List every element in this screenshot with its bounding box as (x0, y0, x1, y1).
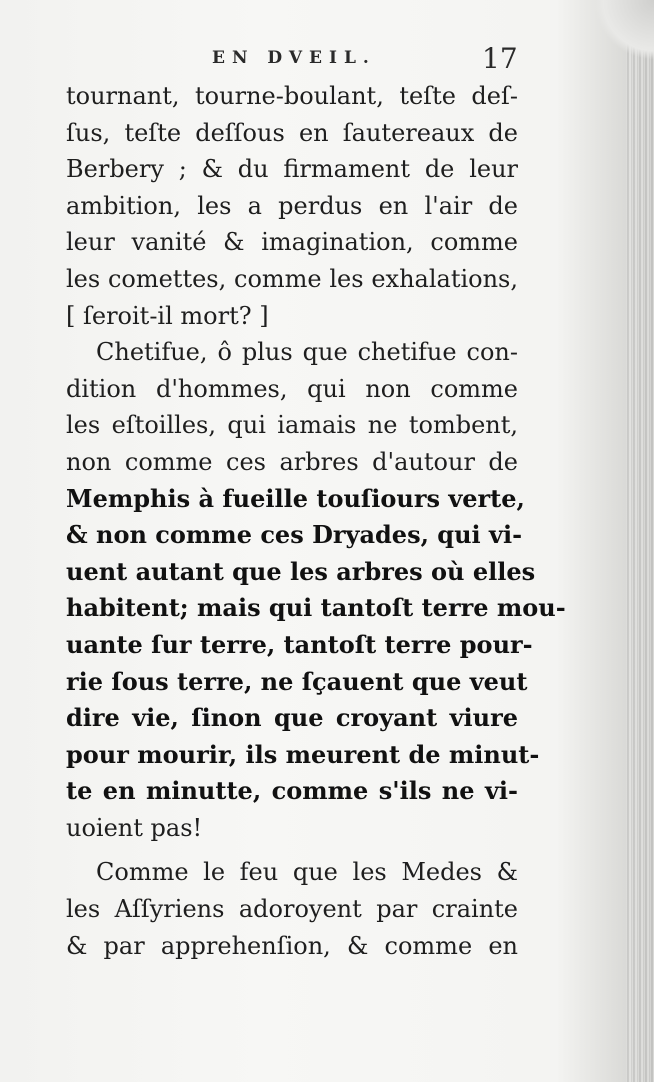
text-line: non comme ces arbres d'autour de (66, 447, 518, 476)
text-line: dire vie, ſinon que croyant viure (66, 703, 518, 733)
text-line: te en minutte, comme s'ils ne vi- (66, 776, 518, 806)
text-line: ambition, les a perdus en l'air de (66, 191, 518, 220)
running-head (0, 42, 654, 78)
text-line: & par apprehenſion, & comme en (66, 931, 518, 960)
text-line: les comettes, comme les exhalations, (66, 264, 518, 293)
text-line: Memphis à fueille touſiours verte, (66, 483, 525, 513)
paragraph-gap (66, 846, 518, 854)
text-line: tournant, tourne-boulant, teſte deſ- (66, 82, 518, 110)
text-line: pour mourir, ils meurent de minut- (66, 739, 540, 769)
body-text (66, 78, 566, 964)
text-line: leur vanité & imagination, comme (66, 228, 518, 257)
page-edge-shading (626, 0, 654, 1082)
text-line: rie ſous terre, ne ſçauent que veut (66, 666, 528, 696)
text-line: & non comme ces Dryades, qui vi- (66, 520, 523, 550)
text-line: les eſtoilles, qui iamais ne tombent, (66, 411, 518, 440)
running-head-title: EN DVEIL. (212, 48, 376, 68)
text-line: uoient pas! (66, 813, 203, 842)
text-line: les Aſſyriens adoroyent par crainte (66, 895, 518, 924)
text-line: Comme le feu que les Medes & (96, 858, 518, 887)
text-line: habitent; mais qui tantoſt terre mou- (66, 593, 566, 623)
text-line: dition d'hommes, qui non comme (66, 374, 518, 403)
text-line: Berbery ; & du firmament de leur (66, 155, 518, 184)
text-line: Chetifue, ô plus que chetifue con- (96, 338, 518, 367)
text-line: uent autant que les arbres où elles (66, 556, 536, 586)
text-line: uante ſur terre, tantoſt terre pour- (66, 629, 533, 659)
page-number: 17 (482, 42, 518, 75)
text-line: [ ſeroit-il mort? ] (66, 301, 269, 330)
text-line: ſus, teſte deſſous en ſautereaux de (66, 118, 518, 147)
